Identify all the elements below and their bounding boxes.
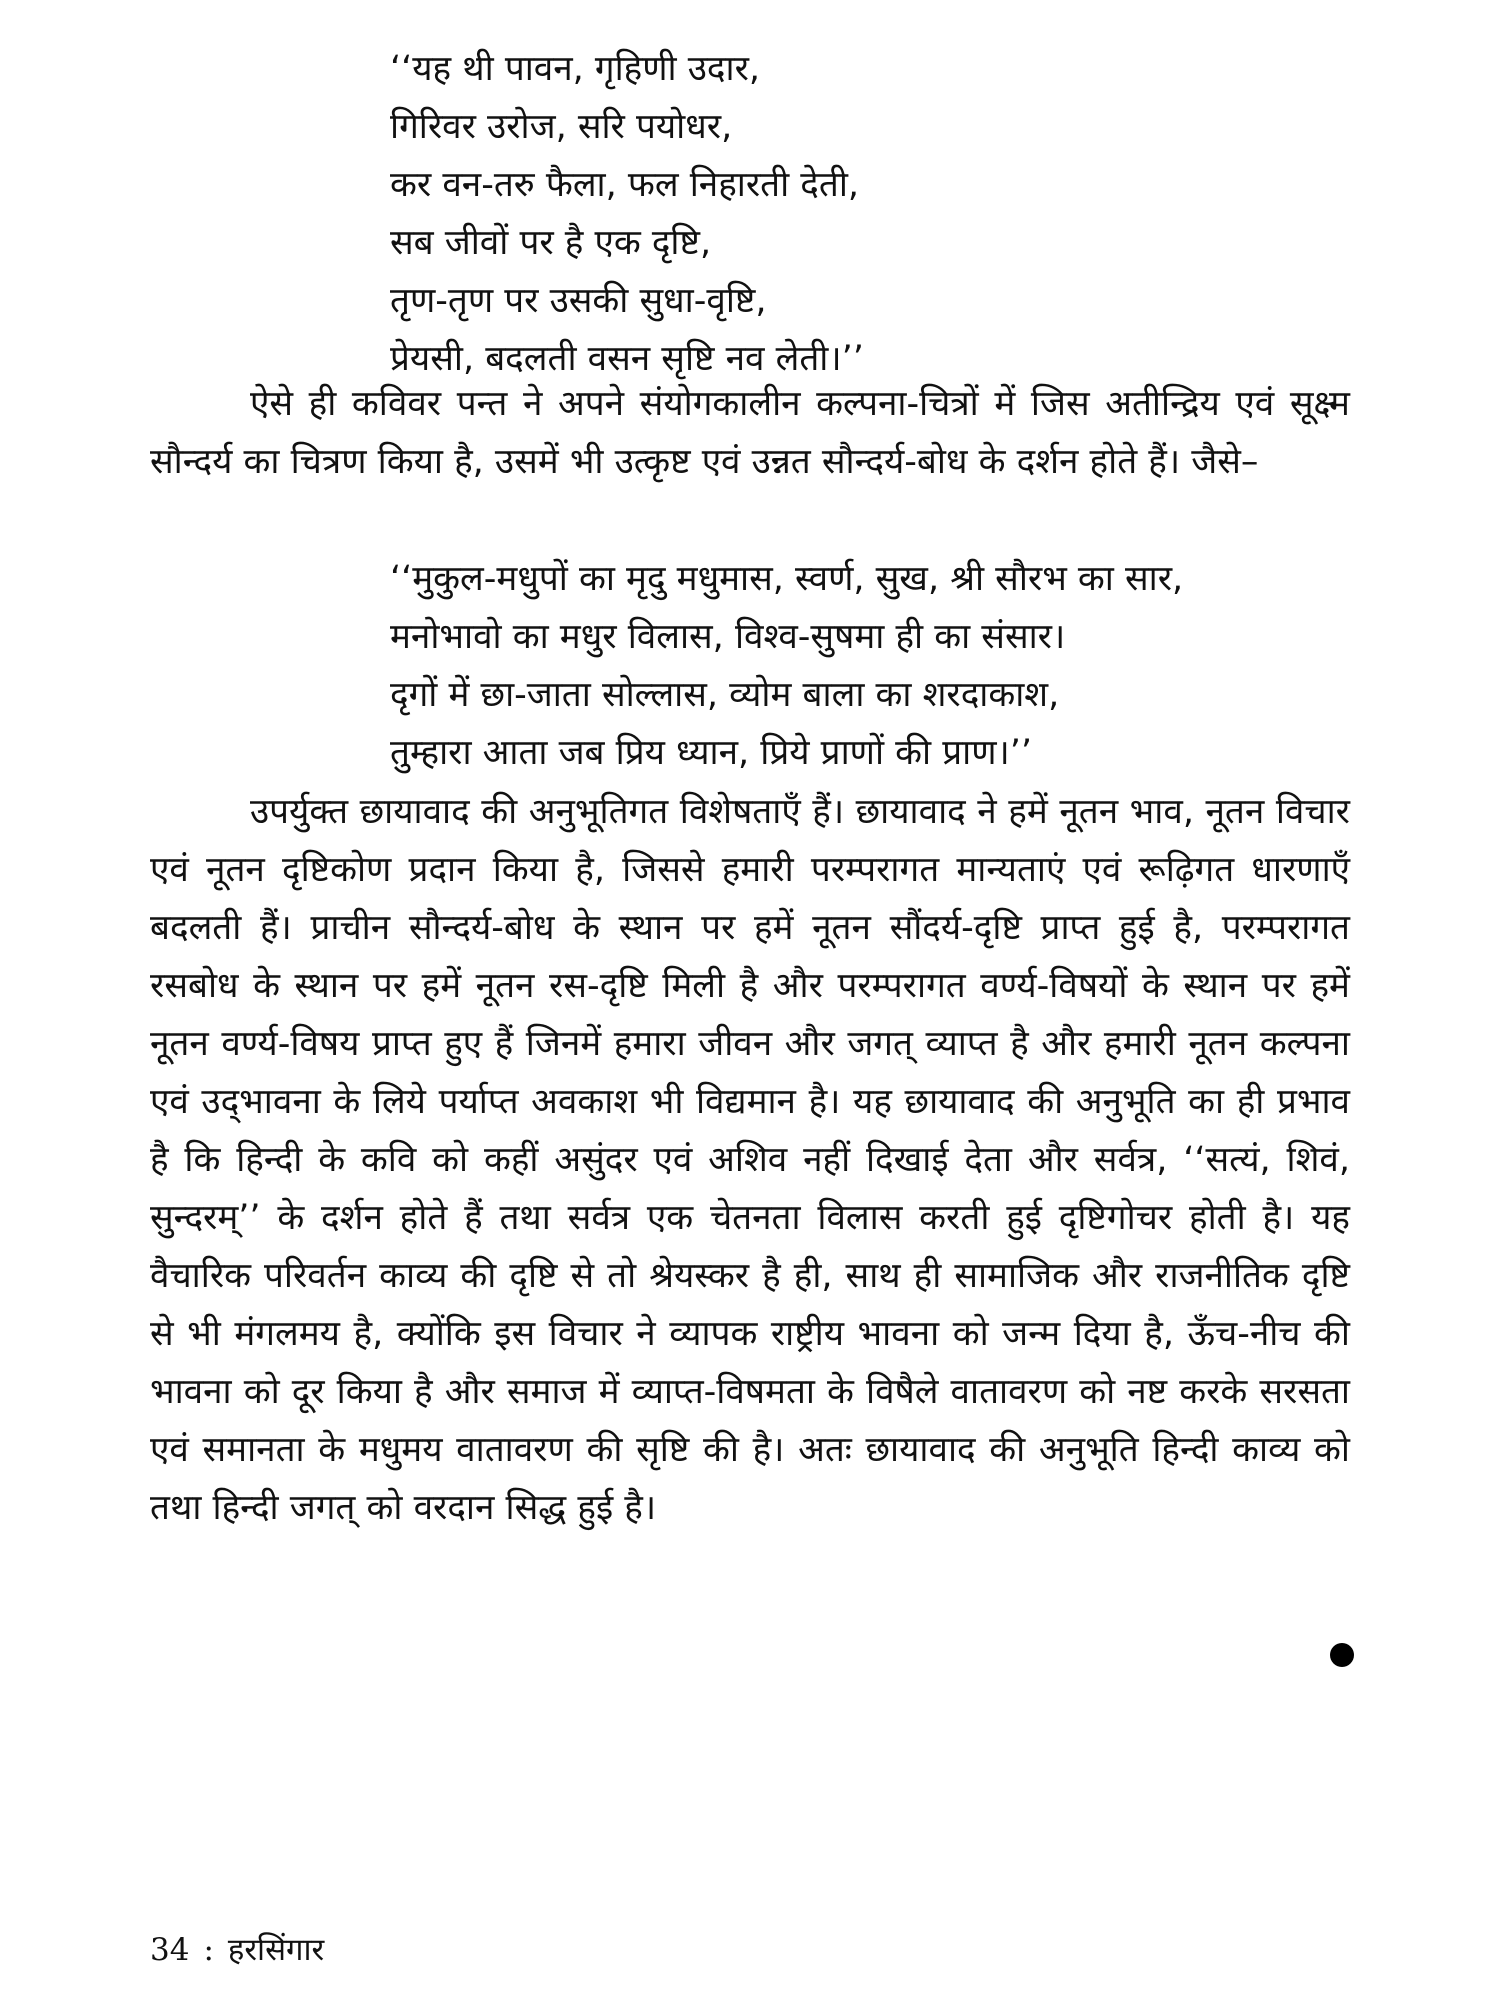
verse-line: प्रेयसी, बदलती वसन सृष्टि नव लेती।’’ <box>390 339 864 379</box>
verse-line: ‘‘मुकुल-मधुपों का मृदु मधुमास, स्वर्ण, सुख, श्री सौरभ का सार, <box>390 559 1184 599</box>
paragraph-1: ऐसे ही कविवर पन्त ने अपने संयोगकालीन कल्पना-चित्रों में जिस अतीन्द्रिय एवं सूक्ष्म सौन्दर्य का चित्रण किया है, उसमें भी उत्कृष्ट एवं उन्नत सौन्दर्य-बोध के दर्शन होते हैं। जैसे– <box>150 384 1350 482</box>
page-footer <box>150 1930 324 1970</box>
section-end-bullet-icon <box>1330 1643 1354 1667</box>
verse-line: तुम्हारा आता जब प्रिय ध्यान, प्रिये प्राणों की प्राण।’’ <box>390 733 1033 773</box>
verse-block-2 <box>390 550 1183 782</box>
paragraph-2: उपर्युक्त छायावाद की अनुभूतिगत विशेषताएँ हैं। छायावाद ने हमें नूतन भाव, नूतन विचार एवं नूतन दृष्टिकोण प्रदान किया है, जिससे हमारी परम्परागत मान्यताएं एवं रूढ़िगत धारणाएँ बदलती हैं। प्राचीन सौन्दर्य-बोध के स्थान पर हमें नूतन सौंदर्य-दृष्टि प्राप्त हुई है, परम्परागत रसबोध के स्थान पर हमें नूतन रस-दृष्टि मिली है और परम्परागत वर्ण्य-विषयों के स्थान पर हमें नूतन वर्ण्य-विषय प्राप्त हुए हैं जिनमें हमारा जीवन और जगत् व्याप्त है और हमारी नूतन कल्पना एवं उद्‌भावना के लिये पर्याप्त अवकाश भी विद्यमान है। यह छायावाद की अनुभूति का ही प्रभाव है कि हिन्दी के कवि को कहीं असुंदर एवं अशिव नहीं दिखाई देता और सर्वत्र, ‘‘सत्यं, शिवं, सुन्दरम्’’ के दर्शन होते हैं तथा सर्वत्र एक चेतनता विलास करती हुई दृष्टिगोचर होती है। यह वैचारिक परिवर्तन काव्य की दृष्टि से तो श्रेयस्कर है ही, साथ ही सामाजिक और राजनीतिक दृष्टि से भी मंगलमय है, क्योंकि इस विचार ने व्यापक राष्ट्रीय भावना को जन्म दिया है, ऊँच-नीच की भावना को दूर किया है और समाज में व्याप्त-विषमता के विषैले वातावरण को नष्ट करके सरसता एवं समानता के मधुमय वातावरण की सृष्टि की है। अतः छायावाद की अनुभूति हिन्दी काव्य को तथा हिन्दी जगत् को वरदान सिद्ध हुई है। <box>150 792 1350 1528</box>
verse-line: कर वन-तरु फैला, फल निहारती देती, <box>390 165 860 205</box>
verse-line: मनोभावो का मधुर विलास, विश्व-सुषमा ही का संसार। <box>390 617 1066 657</box>
book-title: हरसिंगार <box>227 1932 325 1968</box>
verse-line: सब जीवों पर है एक दृष्टि, <box>390 223 712 263</box>
page-number: 34 <box>150 1932 190 1968</box>
verse-line: तृण-तृण पर उसकी सुधा-वृष्टि, <box>390 281 767 321</box>
verse-block-1 <box>390 40 864 388</box>
verse-line: दृगों में छा-जाता सोल्लास, व्योम बाला का शरदाकाश, <box>390 675 1060 715</box>
verse-line: गिरिवर उरोज, सरि पयोधर, <box>390 107 733 147</box>
verse-line: ‘‘यह थी पावन, गृहिणी उदार, <box>390 49 761 89</box>
footer-separator: : <box>203 1932 214 1968</box>
